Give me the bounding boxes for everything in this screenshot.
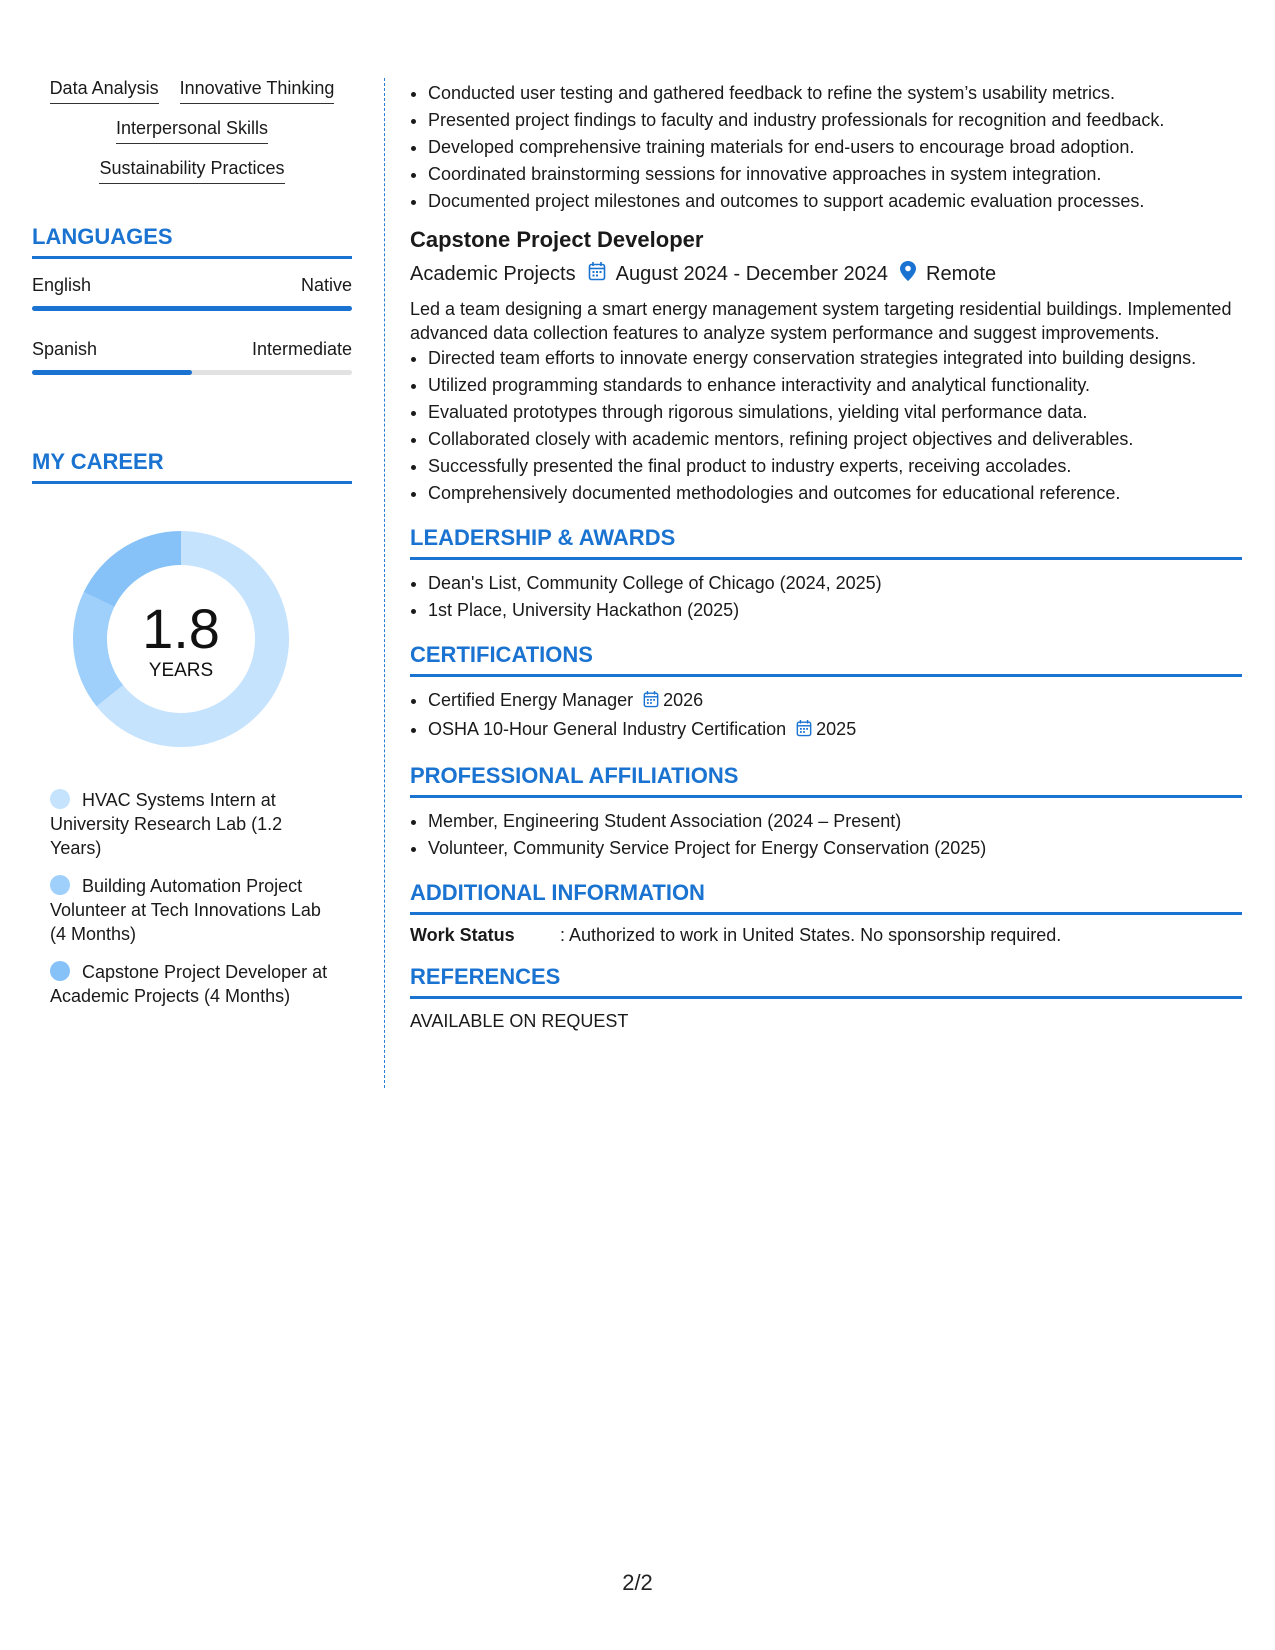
bullet-item: • Developed comprehensive training materials for end-users to encourage broad adoption. bbox=[428, 134, 1242, 161]
references-text: AVAILABLE ON REQUEST bbox=[410, 1011, 629, 1031]
bullet-item: • Documented project milestones and outcomes to support academic evaluation processes. bbox=[428, 188, 1242, 215]
prior-job-bullets bbox=[410, 80, 1242, 215]
legend-label: Building Automation Project Volunteer at Tech Innovations Lab (4 Months) bbox=[50, 876, 321, 944]
page-number: 2/2 bbox=[622, 1570, 653, 1595]
certifications-list bbox=[410, 687, 1242, 745]
job-dates: August 2024 - December 2024 bbox=[615, 262, 889, 285]
bullet-item: • Presented project findings to faculty and industry professionals for recognition and feedback. bbox=[428, 107, 1242, 134]
left-column bbox=[32, 78, 352, 1022]
donut-center bbox=[66, 524, 296, 754]
job-location: Remote bbox=[926, 262, 997, 285]
calendar-icon bbox=[796, 718, 812, 745]
bullet-item: • Utilized programming standards to enhance interactivity and analytical functionality. bbox=[428, 372, 1242, 399]
legend-item bbox=[50, 960, 335, 1008]
right-column bbox=[410, 80, 1242, 1032]
skill-tag: Innovative Thinking bbox=[180, 78, 335, 104]
affiliation-item: • Volunteer, Community Service Project for Energy Conservation (2025) bbox=[428, 835, 1242, 862]
additional-info-heading: ADDITIONAL INFORMATION bbox=[410, 880, 1242, 915]
certification-name: Certified Energy Manager bbox=[428, 690, 634, 710]
skill-tag: Sustainability Practices bbox=[99, 158, 284, 184]
bullet-item: • Coordinated brainstorming sessions for innovative approaches in system integration. bbox=[428, 161, 1242, 188]
language-bar-fill bbox=[32, 370, 192, 375]
legend-item bbox=[50, 788, 335, 860]
leadership-list bbox=[410, 570, 1242, 624]
language-level: Native bbox=[300, 275, 352, 295]
bullet-item: • Comprehensively documented methodologies and outcomes for educational reference. bbox=[428, 480, 1242, 507]
bullet-item: • Collaborated closely with academic mentors, refining project objectives and deliverables. bbox=[428, 426, 1242, 453]
legend-label: HVAC Systems Intern at University Research Lab (1.2 Years) bbox=[50, 790, 283, 858]
job-description: Led a team designing a smart energy management system targeting residential buildings. Implemented advanced data collection features to analyze system performance and suggest improvements. bbox=[410, 299, 1232, 343]
career-legend bbox=[50, 788, 335, 1008]
affiliations-list bbox=[410, 808, 1242, 862]
work-status-label: Work Status bbox=[410, 925, 515, 945]
language-name: Spanish bbox=[32, 339, 98, 359]
language-item bbox=[32, 275, 352, 311]
calendar-icon bbox=[588, 261, 606, 287]
certification-year: 2026 bbox=[663, 690, 704, 710]
legend-dot bbox=[50, 789, 70, 809]
leadership-heading: LEADERSHIP & AWARDS bbox=[410, 525, 1242, 560]
calendar-icon bbox=[643, 689, 659, 716]
certification-year: 2025 bbox=[816, 719, 857, 739]
affiliations-heading: PROFESSIONAL AFFILIATIONS bbox=[410, 763, 1242, 798]
bullet-item: • Evaluated prototypes through rigorous simulations, yielding vital performance data. bbox=[428, 399, 1242, 426]
work-status-value: : Authorized to work in United States. No sponsorship required. bbox=[560, 925, 1062, 945]
job-company: Academic Projects bbox=[410, 262, 576, 285]
certification-name: OSHA 10-Hour General Industry Certification bbox=[428, 719, 787, 739]
language-bar bbox=[32, 370, 352, 375]
legend-dot bbox=[50, 875, 70, 895]
job-bullets bbox=[410, 345, 1242, 507]
career-total-value: 1.8 bbox=[142, 597, 220, 660]
location-pin-icon bbox=[900, 261, 916, 287]
certification-item bbox=[428, 716, 1242, 745]
language-name: English bbox=[32, 275, 92, 295]
bullet-item: • Conducted user testing and gathered feedback to refine the system’s usability metrics. bbox=[428, 80, 1242, 107]
language-item bbox=[32, 339, 352, 375]
legend-label: Capstone Project Developer at Academic Projects (4 Months) bbox=[50, 962, 328, 1006]
column-divider bbox=[384, 78, 385, 1088]
skills-list bbox=[32, 78, 352, 184]
certification-item bbox=[428, 687, 1242, 716]
job-meta bbox=[410, 261, 1242, 287]
bullet-item: • Directed team efforts to innovate energy conservation strategies integrated into building designs. bbox=[428, 345, 1242, 372]
languages-heading: LANGUAGES bbox=[32, 224, 352, 259]
career-heading: MY CAREER bbox=[32, 449, 352, 484]
career-total-unit: YEARS bbox=[148, 660, 214, 681]
skill-tag: Data Analysis bbox=[50, 78, 159, 104]
award-item: • Dean's List, Community College of Chicago (2024, 2025) bbox=[428, 570, 1242, 597]
job-title: Capstone Project Developer bbox=[410, 227, 704, 252]
bullet-item: • Successfully presented the final product to industry experts, receiving accolades. bbox=[428, 453, 1242, 480]
legend-dot bbox=[50, 961, 70, 981]
certifications-heading: CERTIFICATIONS bbox=[410, 642, 1242, 677]
language-bar bbox=[32, 306, 352, 311]
legend-item bbox=[50, 874, 335, 946]
award-item: • 1st Place, University Hackathon (2025) bbox=[428, 597, 1242, 624]
language-bar-fill bbox=[32, 306, 352, 311]
affiliation-item: • Member, Engineering Student Association (2024 – Present) bbox=[428, 808, 1242, 835]
work-status bbox=[410, 925, 1242, 946]
skill-tag: Interpersonal Skills bbox=[116, 118, 268, 144]
career-donut-chart bbox=[66, 524, 296, 754]
language-level: Intermediate bbox=[251, 339, 352, 359]
references-heading: REFERENCES bbox=[410, 964, 1242, 999]
